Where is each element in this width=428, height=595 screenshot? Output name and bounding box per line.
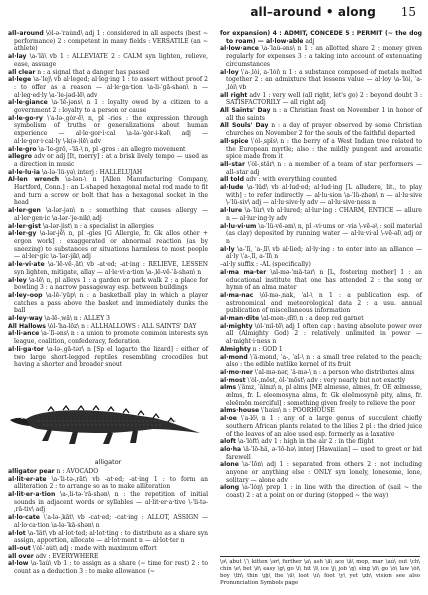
dictionary-entry: al·lure \a-ˈlu̇r\ vb al·lured; al·lur·ing : CHARM, ENTICE — allure n — al·lur·ing·ly adv: [220, 207, 422, 222]
alligator-eye: [21, 417, 23, 419]
headword: al·low·ance: [220, 45, 259, 53]
dictionary-entry: aloft \a-ˈlȯft\ adv 1 : high in the air 2 : in the flight: [220, 438, 374, 446]
dictionary-entry: al·man·dite \al-mən-ˌdīt\ n : a deep red garnet: [220, 315, 364, 323]
dictionary-entry: –al·ly suffix : -AL (specifically): [220, 261, 311, 269]
headword: all–around: [8, 30, 44, 37]
guide-words: all–around • along: [250, 5, 376, 19]
headword: al·ma ma·ter: [220, 268, 267, 276]
dictionary-entry: al·ler·gist \a-lər-jist\ n : a specialist in allergies: [8, 222, 154, 230]
headword: all clear: [8, 68, 36, 76]
headword: al·li·ance: [8, 330, 40, 338]
headword: al·low: [8, 560, 29, 568]
headword: al·ley·way: [8, 315, 43, 323]
figure-caption: alligator: [94, 458, 122, 467]
headword: alone: [220, 461, 239, 469]
dictionary-entry: al·le·giance \a-ˈlē-jəns\ n 1 : loyalty owed by a citizen to a government 2 : loyalty to a person or cause: [8, 99, 208, 115]
dictionary-entry: alone \a-ˈlōn\ adj 1 : separated from others 2 : not including anyone or anything else : ONLY syn lonely, lonesome, lone, solitary — alone adv: [220, 461, 422, 484]
headword: al·ley–oop: [8, 291, 43, 299]
left-column: [8, 30, 208, 576]
dictionary-entry: all–out \ˈȯl-ˈau̇t\ adj : made with maximum effort: [8, 544, 157, 552]
dictionary-entry: Al·len wrench \a-lən-\ n [Allen Manufacturing Company, Hartford, Conn.] : an L-shaped hexagonal metal rod made to fit and turn a screw or bolt that has a hexagonal socket in the head: [8, 176, 209, 207]
headword: al·lit·er·a·tion: [8, 491, 56, 499]
dictionary-entry: al·ley \a-lē\ n, pl alleys 1 : a garden or park walk 2 : a place for bowling 3 : a narrow passageway esp. between buildings: [8, 276, 208, 292]
headword: all over: [8, 552, 34, 560]
headword: all told: [220, 176, 244, 184]
dictionary-entry: All Hallows \ȯl-ˈha-lōz\ n : ALLHALLOWS : ALL SAINTS' DAY: [8, 322, 197, 330]
dictionary-entry: al·ler·gen \a-lər-jən\ n : something that causes allergy — al·ler·gen·ic \a-lər-ˈje-nik\ adj: [8, 207, 208, 222]
headword: allegro: [8, 153, 32, 161]
dictionary-entry: al·le·gro \a-ˈle-grō, -ˈlā-\ n, pl -gros : an allegro movement: [8, 145, 186, 153]
dictionary-entry: al·low \a-ˈlau̇\ vb 1 : to assign as a share (~ time for rest) 2 : to count as a deduction 3 : to make allowance (~: [8, 560, 208, 576]
headword: al·ler·gen: [8, 207, 41, 215]
dictionary-entry: Almighty n : GOD 1: [220, 345, 283, 353]
headword: al·lay: [8, 53, 27, 61]
dictionary-entry: al·oe \ˈa-lō\ n 1 : any of a large genus of succulent chiefly southern African plants related to the lilies 2 pl : the dried juice of the leaves of an aloe used esp. formerly as a laxative: [220, 415, 422, 438]
headword: al·le·vi·ate: [8, 261, 45, 269]
dictionary-entry: alms·house \ˈhau̇s\ n : POORHOUSE: [220, 407, 335, 415]
dictionary-entry: al·ley·way \a-lē-ˌwā\ n : ALLEY 3: [8, 315, 110, 323]
headword: al·ley: [8, 276, 27, 284]
headword: Almighty: [220, 345, 251, 353]
headword: al·man·dite: [220, 315, 260, 323]
headword: All Saints' Day: [220, 107, 271, 115]
headword: alligator pear: [8, 467, 55, 475]
headword: aloft: [220, 438, 236, 446]
alligator-figure: [8, 371, 208, 467]
headword: al·ma·nac: [220, 291, 254, 299]
dictionary-entry: all–star \ˈȯl-ˌstär\ n : a member of a team of star performers — all–star adj: [220, 160, 422, 176]
headword: all·spice: [220, 137, 249, 145]
dictionary-entry: al·ly \a-ˈlī, ˈa-ˌlī\ vb al·lied; al·ly·ing : to enter into an alliance — al·ly \ˈa-ˌlī, a-ˈlī\ n: [220, 245, 422, 261]
dictionary-entry: al·ler·gy \a-lər-jē\ n, pl -gies [G Allergie, fr. Gk allos other + ergon work] : exaggerated or abnormal reaction (as by sneezing) to substances or situations harmless to most people — al·ler·gic \a-ˈlər-jik\ adj: [8, 230, 208, 261]
dictionary-entry: al·loy \ˈa-ˌlȯi, a-ˈlȯi\ n 1 : a substance composed of metals melted together 2 : an admixture that lessens value — al·loy \a-ˈlȯi, ˈa-ˌlȯi\ vb: [220, 68, 422, 91]
headword: All Hallows: [8, 322, 46, 330]
headword: al·loy: [220, 68, 239, 76]
headword: for expansion) 4 : ADMIT, CONCEDE 5 : PERMIT (~ the dog to roam) — al·low·able: [220, 30, 422, 45]
dictionary-entry: along \a-ˈlȯŋ\ prep 1 : in line with the direction of (sail ~ the coast) 2 : at a point on or during (stopped ~ the way): [220, 484, 422, 500]
headword: al·le·gro: [8, 145, 37, 153]
dictionary-entry: alo·ha \ä-ˈlō-hä, ə-ˈlō-hə\ interj [Hawaiian] — used to greet or bid farewell: [220, 445, 422, 461]
headword: al·le·giance: [8, 99, 48, 107]
page-header: [0, 0, 428, 34]
dictionary-entry: al·lot \a-ˈlät\ vb al·lot·ted; al·lot·ting : to distribute as a share syn assign, apportion, allocate — al·lot·ment n — al·lot·ter n: [8, 529, 208, 545]
dictionary-entry: al·ma ma·ter \al-mə-ˈmä-tər\ n [L, fostering mother] 1 : an educational institute that one has attended 2 : the song or hymn of an alma mater: [220, 268, 422, 292]
dictionary-entry: all–around \ȯl-ə-ˈrau̇nd\ adj 1 : considered in all aspects (best ~ performance) 2 : competent in many fields : VERSATILE (an ~ athlete): [8, 30, 208, 53]
headword: al·li·ga·tor: [8, 345, 44, 353]
dictionary-entry: All Saints' Day n : a Christian feast on November 1 in honor of all the saints: [220, 107, 422, 122]
dictionary-entry: All Souls' Day n : a day of prayer observed by some Christian churches on November 2 for the souls of the faithful departed: [220, 122, 422, 138]
dictionary-entry: al·low·ance \a-ˈlau̇-əns\ n 1 : an allotted share 2 : money given regularly for expenses 3 : a taking into account of extenuating circumstances: [220, 45, 422, 68]
dictionary-entry: al·ma·nac \ȯl-mə-ˌnak, ˈal-\ n 1 : a publication esp. of astronomical and meteorological data 2 : a usu. annual publication of miscellaneous information: [220, 291, 422, 315]
dictionary-entry: alligator pear n : AVOCADO: [8, 467, 99, 475]
alligator-illustration: [8, 371, 208, 459]
dictionary-entry: al·mighty \ȯl-ˈmī-tē\ adj 1 often cap : having absolute power over all (Almighty God) 2 : relatively unlimited in power — al·might·i·ness n: [220, 322, 422, 346]
headword: al·mighty: [220, 322, 253, 330]
dictionary-entry: al·ley–oop \a-lē-ˈyüp\ n : a basketball play in which a player catches a pass above the basket and immediately dunks the ball: [8, 291, 208, 315]
right-column: [220, 30, 422, 500]
dictionary-entry: allegro adv or adj [It, merry] : at a brisk lively tempo — used as a direction in music: [8, 153, 208, 168]
dictionary-entry: al·lay \a-ˈlā\ vb 1 : ALLEVIATE 2 : CALM syn lighten, relieve, ease, assuage: [8, 53, 208, 68]
headword: al·le·lu·ia: [8, 168, 40, 176]
dictionary-entry: al·lo·cate \ˈa-lə-ˌkāt\ vb -cat·ed; -cat·ing : ALLOT, ASSIGN — al·lo·ca·tion \a-lə-ˈkā-shən\ n: [8, 514, 208, 529]
page-number: 15: [400, 5, 416, 19]
headword: alms·house: [220, 407, 260, 415]
headword: al·mo·ner: [220, 368, 253, 376]
dictionary-entry: all clear n : a signal that a danger has passed: [8, 68, 150, 76]
dictionary-entry: al·lude \a-ˈlüd\ vb al·lud·ed; al·lud·ing [L alludere, lit., to play with] : to refer indirectly — al·lu·sion \a-ˈlü-zhən\ n — al·lu·sive \-ˈlü-siv\ adj — al·lu·sive·ly adv — al·lu·sive·ness n: [220, 184, 422, 207]
dictionary-entry: for expansion) 4 : ADMIT, CONCEDE 5 : PERMIT (~ the dog to roam) — al·low·able adj: [220, 30, 422, 45]
dictionary-entry: all told adv : with everything counted: [220, 176, 337, 184]
headword: al·lo·cate: [8, 514, 40, 522]
headword: al·ly: [220, 245, 235, 253]
dictionary-entry: alms \ˈämz, ˈälmz\ n, pl alms [ME almesse, almes, fr. OE ælmesse, ælms, fr. L eleemosyna alms, fr. Gk eleēmosynē pity, alms, fr. eleēmōn merciful] : something given freely to relieve the poor: [220, 384, 422, 407]
dictionary-entry: al·lit·er·ate \a-ˈli-tə-ˌrāt\ vb -at·ed; -at·ing 1 : to form an alliteration 2 : to arrange so as to make alliteration: [8, 475, 208, 491]
dictionary-entry: al·mo·ner \ˈal-mə-nər, ˈä-mə-\ n : a person who distributes alms: [220, 368, 415, 376]
headword: al·lude: [220, 184, 244, 192]
dictionary-entry: al·le·vi·ate \a-ˈlē-vē-ˌāt\ vb -at·ed; -at·ing : RELIEVE, LESSEN syn lighten, mitigate, allay — al·le·vi·a·tion \a-ˌlē-vē-ˈā-shən\ n: [8, 261, 208, 276]
dictionary-entry: al·li·ance \a-ˈlī-əns\ n : a union to promote common interests syn league, coalition, confederacy, federation: [8, 330, 208, 346]
headword: all–out: [8, 544, 31, 552]
headword: al·lot: [8, 529, 26, 537]
dictionary-entry: al·le·lu·ia \a-lə-ˈlü-yə\ interj : HALLELUJAH: [8, 168, 143, 176]
headword: al·oe: [220, 415, 237, 423]
headword: Al·len wrench: [8, 176, 60, 184]
dictionary-entry: al·mond \ˈä-mənd, ˈa-, ˈal-\ n : a small tree related to the peach; also : the edible nutlike kernel of its fruit: [220, 353, 422, 369]
dictionary-entry: al·li·ga·tor \a-lə-ˌgā-tər\ n [Sp el lagarto the lizard] : either of two large short-legged reptiles resembling crocodiles but having a shorter and broader snout: [8, 345, 208, 369]
headword: al·lit·er·ate: [8, 475, 47, 483]
dictionary-entry: al·most \ˈȯl-ˌmōst, ȯl-ˈmōst\ adv : very nearly but not exactly: [220, 376, 406, 384]
dictionary-entry: al·lit·er·a·tion \a-ˌli-tə-ˈrā-shən\ n : the repetition of initial sounds in adjacent words or syllables — al·lit·er·a·tive \-ˈli-tə-ˌrā-tiv\ adj: [8, 491, 208, 514]
headword: all right: [220, 91, 248, 99]
dictionary-entry: all over adv : EVERYWHERE: [8, 552, 99, 560]
headword: al·le·go·ry: [8, 114, 43, 122]
headword: al·lege: [8, 76, 32, 84]
dictionary-entry: all right adv 1 : very well (all right, let's go) 2 : beyond doubt 3 : SATISFACTORILY — all right adj: [220, 91, 422, 107]
headword: all–star: [220, 160, 245, 168]
headword: alms: [220, 384, 237, 392]
dictionary-entry: al·le·go·ry \ˈa-lə-ˌgȯr-ē\ n, pl -ries : the expression through symbolism of truths or generalizations about human experience — al·le·gor·i·cal \a-lə-ˈgȯr-i-kəl\ adj — al·le·gor·i·cal·ly \-k(ə-)lē\ adv: [8, 114, 208, 145]
headword: al·ler·gist: [8, 222, 42, 230]
headword: al·lure: [220, 207, 243, 215]
headword: al·most: [220, 376, 246, 384]
headword: alo·ha: [220, 445, 242, 453]
headword: al·ler·gy: [8, 230, 37, 238]
headword: along: [220, 484, 240, 492]
pronunciation-key: \ə\ abut \ˈ\ kitten \ər\ further \a\ ash \ā\ ace \ä\ mop, mar \au̇\ out \ch\ chin \e\ bet \ē\ easy \g\ go \i\ hit \ī\ ice \j\ job \ŋ\ sing \ō\ go \ȯ\ law \ȯi\ boy \th\ thin \t͟h\ the \ü\ loot \u̇\ foot \y\ yet \zh\ vision see also Pronunciation Symbols page: [220, 556, 420, 587]
headword: al·mond: [220, 353, 248, 361]
dictionary-entry: al·lege \a-ˈlej\ vb al·leged; al·leg·ing 1 : to assert without proof 2 : to offer as a reason — al·le·ga·tion \a-li-ˈgā-shən\ n — al·leg·ed·ly \a-ˈle-jəd-lē\ adv: [8, 76, 208, 99]
headword: al·lu·vi·um: [220, 222, 257, 230]
dictionary-entry: al·lu·vi·um \a-ˈlü-vē-əm\ n, pl -vi·ums or -via \-vē-ə\ : soil material (as clay) deposited by running water — al·lu·vi·al \-vē-əl\ adj or n: [220, 222, 422, 245]
dictionary-entry: all·spice \ˈȯl-ˌspīs\ n : the berry of a West Indian tree related to the European myrtle; also : the mildly pungent and aromatic spice made from it: [220, 137, 422, 161]
headword: All Souls' Day: [220, 122, 269, 130]
